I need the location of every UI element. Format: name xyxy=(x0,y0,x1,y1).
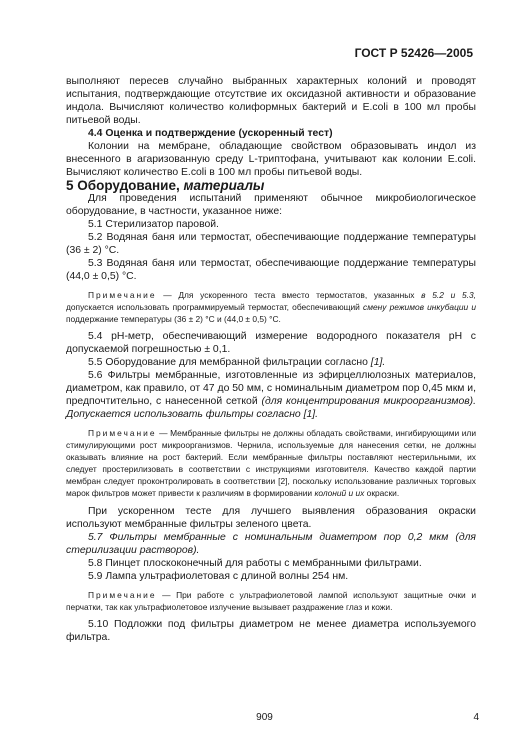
green-filter-paragraph: При ускоренном тесте для лучшего выявления образования окраски используют мембранные фильтры зеленого цвета. xyxy=(66,506,476,530)
note-1 xyxy=(66,289,476,325)
note-label: Примечание xyxy=(88,428,157,438)
item-5-5-ref: [1]. xyxy=(367,357,386,368)
page-number: 4 xyxy=(473,712,479,723)
note-1-text-e: поддержание температуры (36 ± 2) °С и (44,0 ± 0,5) °С. xyxy=(66,314,281,324)
note-3-text: — При работе с ультрафиолетовой лампой используют защитные очки и перчатки, так как ультрафиолетовое излучение вызывает раздражение глаз и кожи. xyxy=(66,590,476,612)
note-3 xyxy=(66,589,476,613)
section-5-heading xyxy=(66,179,476,192)
note-1-text-d: смену режимов инкубации и xyxy=(363,302,477,312)
note-label: Примечание xyxy=(88,590,157,600)
item-5-5-text: 5.5 Оборудование для мембранной фильтрации согласно xyxy=(88,357,368,368)
item-5-8: 5.8 Пинцет плоскоконечный для работы с мембранными фильтрами. xyxy=(88,558,422,569)
section-5-title: 5 Оборудование, xyxy=(66,178,180,193)
item-5-9: 5.9 Лампа ультрафиолетовая с длиной волны 254 нм. xyxy=(88,571,349,582)
item-5-1: 5.1 Стерилизатор паровой. xyxy=(88,219,219,230)
item-5-7: 5.7 Фильтры мембранные с номинальным диаметром пор 0,2 мкм (для стерилизации растворов). xyxy=(66,532,476,556)
note-1-text-c: допускается использовать программируемый термостат, обеспечивающий xyxy=(66,302,364,312)
note-2 xyxy=(66,427,476,499)
section-4-4-text: Колонии на мембране, обладающие свойством образовывать индол из внесенного в агаризованную среду L-триптофана, учитывают как колонии E.coli. Вычисляют количество E.coli в 100 мл пробы питьевой воды. xyxy=(66,141,476,178)
section-5-title-italic: материалы xyxy=(183,178,265,193)
section-5-intro: Для проведения испытаний применяют обычное микробиологическое оборудование, в частности, указанное ниже: xyxy=(66,193,476,217)
item-5-6-text: 5.6 Фильтры мембранные, изготовленные из эфирцеллюлозных материалов, диаметром, как правило, от 47 до 50 мм, с номинальным диаметром пор 0,45 мкм и, предпочтительно, с нанесенной сеткой xyxy=(66,370,476,407)
note-2-text-c: окраски. xyxy=(364,488,400,498)
item-5-4: 5.4 рН-метр, обеспечивающий измерение водородного показателя рН с допускаемой погрешностью ± 0,1. xyxy=(66,331,476,355)
note-1-text-a: — Для ускоренного теста вместо термостатов, указанных xyxy=(156,290,422,300)
item-5-6-italic: (для концентрирования микроорганизмов). Допускается использовать фильтры согласно [1]. xyxy=(66,396,476,420)
section-4-4-title: 4.4 Оценка и подтверждение (ускоренный тест) xyxy=(88,128,333,139)
item-5-2: 5.2 Водяная баня или термостат, обеспечивающие поддержание температуры (36 ± 2) °С. xyxy=(66,232,476,256)
footer-center-number: 909 xyxy=(256,712,273,723)
item-5-5 xyxy=(66,356,476,369)
body-text xyxy=(66,75,476,644)
note-2-text-a: — Мембранные фильтры не должны обладать свойствами, ингибирующими или стимулирующими рост микроорганизмов. Чернила, используемые для нанесения сетки, не должны оказывать влияние на рост бактерий. Если мембранные фильтры поставляют нестерильными, их следует простерилизовать в соответствии с инструкциями изготовителя. Качество каждой партии мембран следует проконтролировать в соответствии [2], поскольку использование различных торговых марок фильтров может привести к различиям в формировании xyxy=(66,428,476,498)
note-2-text-b: колоний и их xyxy=(314,488,365,498)
note-label: Примечание xyxy=(88,290,157,300)
item-5-10: 5.10 Подложки под фильтры диаметром не менее диаметра используемого фильтра. xyxy=(66,619,476,643)
note-1-text-b: в 5.2 и 5.3, xyxy=(421,290,476,300)
item-5-3: 5.3 Водяная баня или термостат, обеспечивающие поддержание температуры (44,0 ± 0,5) °С. xyxy=(66,258,476,282)
item-5-6 xyxy=(66,369,476,421)
document-id-header: ГОСТ Р 52426—2005 xyxy=(354,46,473,60)
paragraph-continuation: выполняют пересев случайно выбранных характерных колоний и проводят испытания, подтверждающие отсутствие их оксидазной активности и образование индола. Вычисляют количество колиформных бактерий и E.coli в 100 мл пробы питьевой воды. xyxy=(66,76,476,126)
